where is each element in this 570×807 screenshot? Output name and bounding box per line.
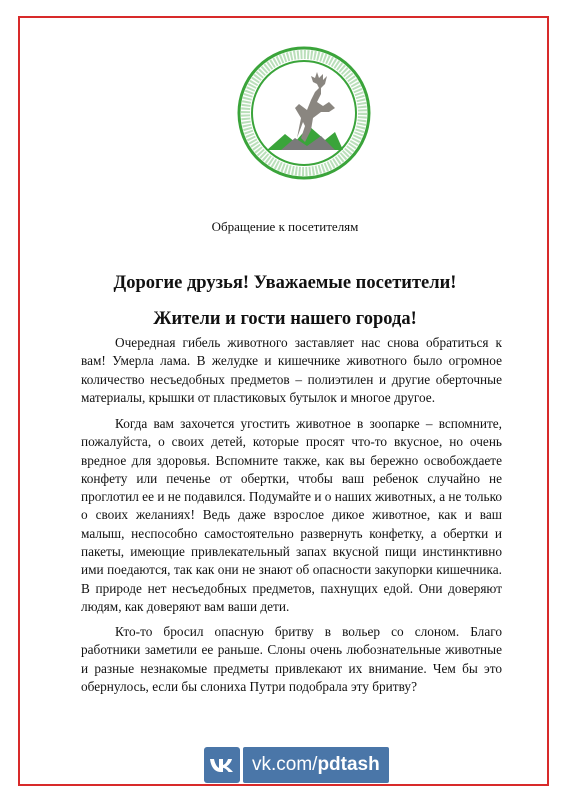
- heading-line-1: Дорогие друзья! Уважаемые посетители!: [113, 273, 457, 293]
- vk-url-suffix: pdtash: [317, 754, 380, 775]
- appeal-title: Обращение к посетителям: [211, 219, 359, 234]
- heading-line-2: Жители и гости нашего города!: [153, 309, 417, 329]
- zoo-logo: [237, 46, 371, 180]
- vk-url[interactable]: [243, 747, 389, 783]
- paragraph-1: Очередная гибель животного заставляет нас снова обратиться к вам! Умерла лама. В желудке и кишечнике животного было огромное количество несъедобных предметов – полиэтилен и другие оберточные материалы, крышки от пластиковых бутылок и многое другое.: [81, 335, 502, 405]
- paragraph-3: Кто-то бросил опасную бритву в вольер со слоном. Благо работники заметили ее раньше. Слоны очень любознательные животные и разные незнакомые предметы привлекают их внимание. Чем бы это обернулось, если бы слониха Путри подобрала эту бритву?: [81, 624, 502, 694]
- vk-badge[interactable]: [204, 746, 389, 784]
- paragraph-2: Когда вам захочется угостить животное в зоопарке – вспомните, пожалуйста, о своих детей, которые просят что-то вкусное, но очень вредное для здоровья. Вспомните также, как вы бережно освобождаете конфету или печенье от обертки, чтобы ваш ребенок случайно не проглотил ее и не подавился. Подумайте и о наших животных, а не только о своих желаниях! Ведь даже взрослое дикое животное, как и ваш малыш, неспособно самостоятельно развернуть конфетку, а обертки и пакеты, имеющие привлекательный запах вкусной пищи инстинктивно ими поедаются, так как они не знают об опасности закупорки кишечника. В природе нет несъедобных предметов, пахнущих едой. Они доверяют людям, как доверяют вам ваши дети.: [81, 416, 503, 614]
- vk-logo-icon: [204, 747, 240, 783]
- vk-url-prefix: vk.com/: [252, 754, 318, 775]
